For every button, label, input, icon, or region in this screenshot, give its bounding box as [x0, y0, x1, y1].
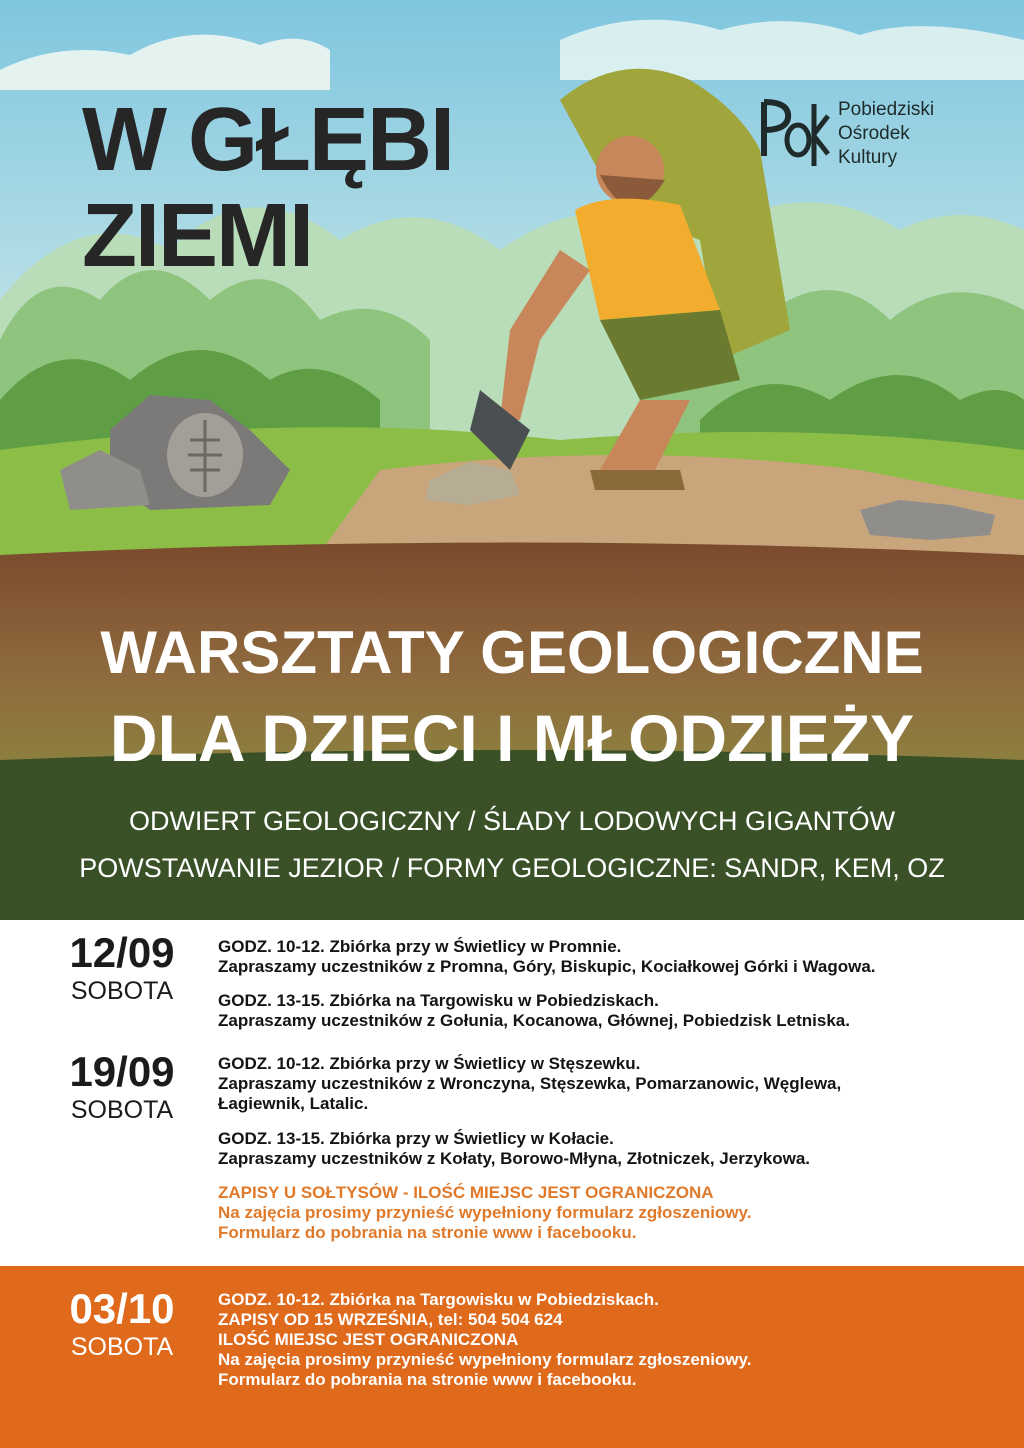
notice-line: Formularz do pobrania na stronie www i facebooku.	[218, 1223, 637, 1242]
main-title-line2: ZIEMI	[82, 186, 312, 286]
info-line: ILOŚĆ MIEJSC JEST OGRANICZONA	[218, 1330, 519, 1349]
main-title-line1: W GŁĘBI	[82, 90, 453, 190]
info-line: Łagiewnik, Latalic.	[218, 1094, 369, 1113]
info-line: Zapraszamy uczestników z Wronczyna, Stęszewka, Pomarzanowic, Węglewa,	[218, 1074, 842, 1093]
info-line: Na zajęcia prosimy przynieść wypełniony formularz zgłoszeniowy.	[218, 1350, 752, 1369]
info-line: Formularz do pobrania na stronie www i facebooku.	[218, 1370, 637, 1389]
day-label: SOBOTA	[70, 1096, 174, 1124]
info-line: Zapraszamy uczestników z Promna, Góry, Biskupic, Kociałkowej Górki i Wagowa.	[218, 957, 876, 976]
logo-line1: Pobiedziski	[838, 99, 935, 120]
topics-line1: ODWIERT GEOLOGICZNY / ŚLADY LODOWYCH GIGANTÓW	[128, 806, 896, 836]
schedule-date-3	[52, 1286, 192, 1362]
organization-logo	[760, 96, 960, 186]
info-line: GODZ. 13-15. Zbiórka na Targowisku w Pobiedziskach.	[218, 991, 659, 1010]
date-label: 19/09	[69, 1048, 175, 1095]
orange-band	[0, 1266, 1024, 1448]
info-line: Zapraszamy uczestników z Gołunia, Kocanowa, Głównej, Pobiedzisk Letniska.	[218, 1011, 850, 1030]
info-line: GODZ. 13-15. Zbiórka przy w Świetlicy w Kołacie.	[218, 1129, 614, 1148]
date-label: 12/09	[69, 929, 175, 976]
info-line: GODZ. 10-12. Zbiórka przy w Świetlicy w Promnie.	[218, 937, 622, 956]
schedule-2-group-2	[218, 1129, 810, 1169]
registration-notice	[218, 1183, 751, 1243]
schedule-date-2	[52, 1049, 192, 1125]
pok-logo-icon	[760, 96, 830, 176]
schedule-date-1	[52, 930, 192, 1006]
subtitle-line1: WARSZTATY GEOLOGICZNE	[100, 619, 924, 686]
notice-line: ZAPISY U SOŁTYSÓW - ILOŚĆ MIEJSC JEST OGRANICZONA	[218, 1183, 714, 1202]
logo-line3: Kultury	[838, 147, 898, 168]
main-title	[82, 92, 453, 284]
date-label: 03/10	[69, 1285, 175, 1332]
logo-line2: Ośrodek	[838, 123, 910, 144]
subtitle-line2: DLA DZIECI I MŁODZIEŻY	[109, 701, 915, 775]
info-line: GODZ. 10-12. Zbiórka przy w Świetlicy w Stęszewku.	[218, 1054, 641, 1073]
topics-line2: POWSTAWANIE JEZIOR / FORMY GEOLOGICZNE: SANDR, KEM, OZ	[79, 853, 945, 883]
notice-line: Na zajęcia prosimy przynieść wypełniony formularz zgłoszeniowy.	[218, 1203, 752, 1222]
schedule-1-group-1	[218, 937, 876, 977]
info-line: Zapraszamy uczestników z Kołaty, Borowo-Młyna, Złotniczek, Jerzykowa.	[218, 1149, 811, 1168]
day-label: SOBOTA	[70, 977, 174, 1005]
info-line: ZAPISY OD 15 WRZEŚNIA, tel: 504 504 624	[218, 1310, 563, 1329]
schedule-3-details	[218, 1290, 751, 1390]
schedule-1-group-2	[218, 991, 850, 1031]
info-line: GODZ. 10-12. Zbiórka na Targowisku w Pobiedziskach.	[218, 1290, 659, 1309]
day-label: SOBOTA	[70, 1333, 174, 1361]
logo-text	[838, 98, 934, 170]
schedule-2-group-1	[218, 1054, 841, 1114]
